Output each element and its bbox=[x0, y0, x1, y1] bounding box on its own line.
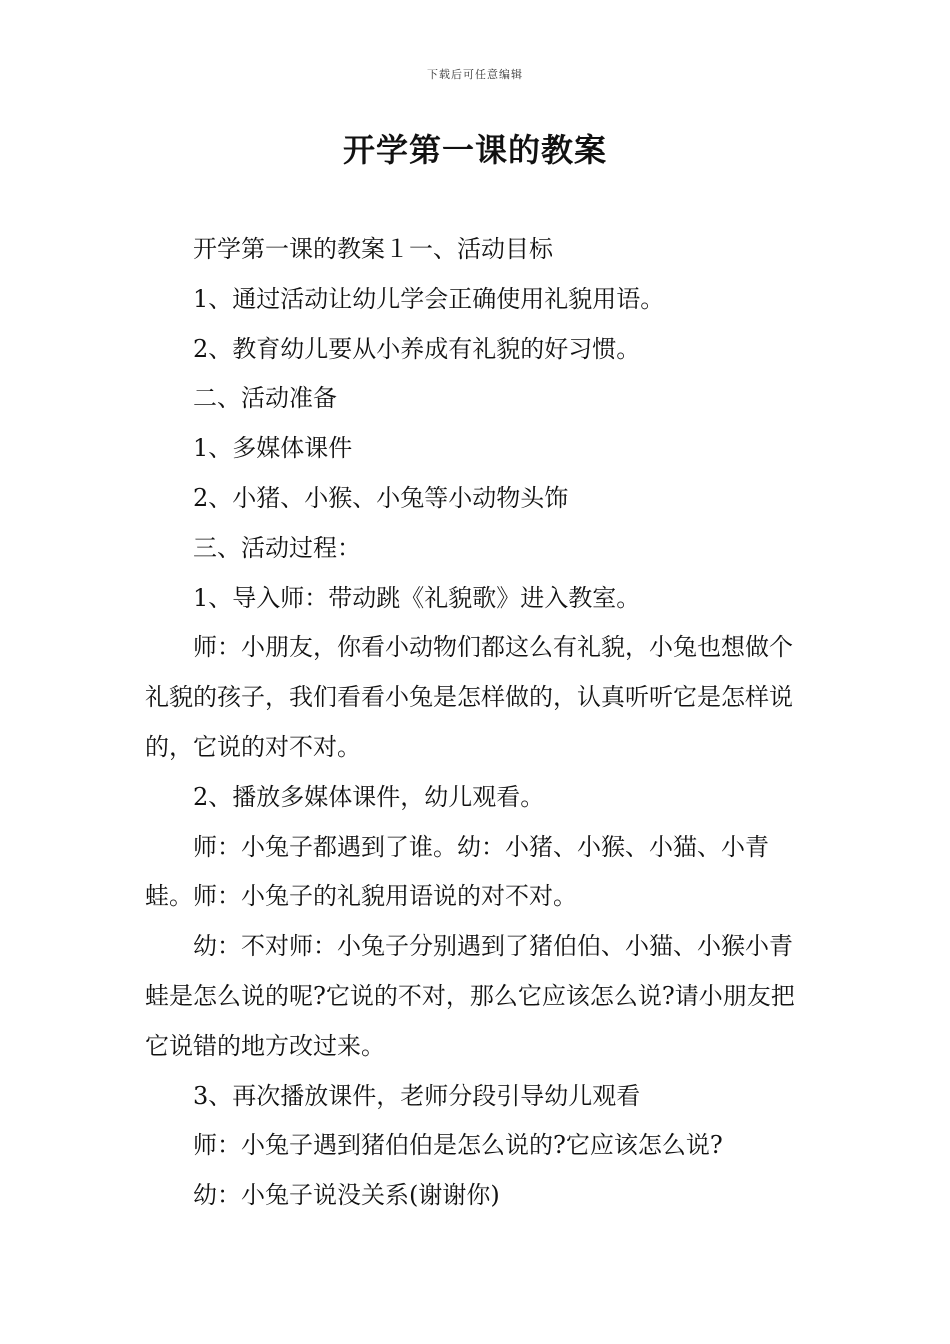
paragraph: 师：小朋友，你看小动物们都这么有礼貌，小兔也想做个礼貌的孩子，我们看看小兔是怎样做的，认真听听它是怎样说的，它说的对不对。 bbox=[145, 633, 793, 761]
paragraph: 1、导入师：带动跳《礼貌歌》进入教室。 bbox=[193, 583, 641, 612]
paragraph: 2、播放多媒体课件，幼儿观看。 bbox=[193, 782, 545, 811]
paragraph: 3、再次播放课件，老师分段引导幼儿观看 bbox=[193, 1081, 641, 1110]
document-title: 开学第一课的教案 bbox=[342, 131, 607, 169]
paragraph: 师：小兔子都遇到了谁。幼：小猪、小猴、小猫、小青蛙。师：小兔子的礼貌用语说的对不对。 bbox=[145, 832, 769, 911]
paragraph: 幼：不对师：小兔子分别遇到了猪伯伯、小猫、小猴小青蛙是怎么说的呢?它说的不对，那么它应该怎么说?请小朋友把它说错的地方改过来。 bbox=[145, 932, 795, 1060]
paragraph: 1、通过活动让幼儿学会正确使用礼貌用语。 bbox=[193, 284, 665, 313]
paragraph: 1、多媒体课件 bbox=[193, 434, 353, 463]
paragraph: 2、小猪、小猴、小兔等小动物头饰 bbox=[193, 483, 569, 512]
paragraph: 师：小兔子遇到猪伯伯是怎么说的?它应该怎么说? bbox=[193, 1131, 723, 1160]
paragraph: 三、活动过程： bbox=[193, 533, 361, 562]
paragraph: 幼：小兔子说没关系(谢谢你) bbox=[193, 1181, 500, 1210]
paragraph: 2、教育幼儿要从小养成有礼貌的好习惯。 bbox=[193, 334, 641, 363]
paragraph: 二、活动准备 bbox=[193, 384, 337, 413]
document-body bbox=[145, 225, 810, 1221]
paragraph: 开学第一课的教案１一、活动目标 bbox=[193, 235, 553, 263]
header-note: 下载后可任意编辑 bbox=[427, 68, 523, 81]
